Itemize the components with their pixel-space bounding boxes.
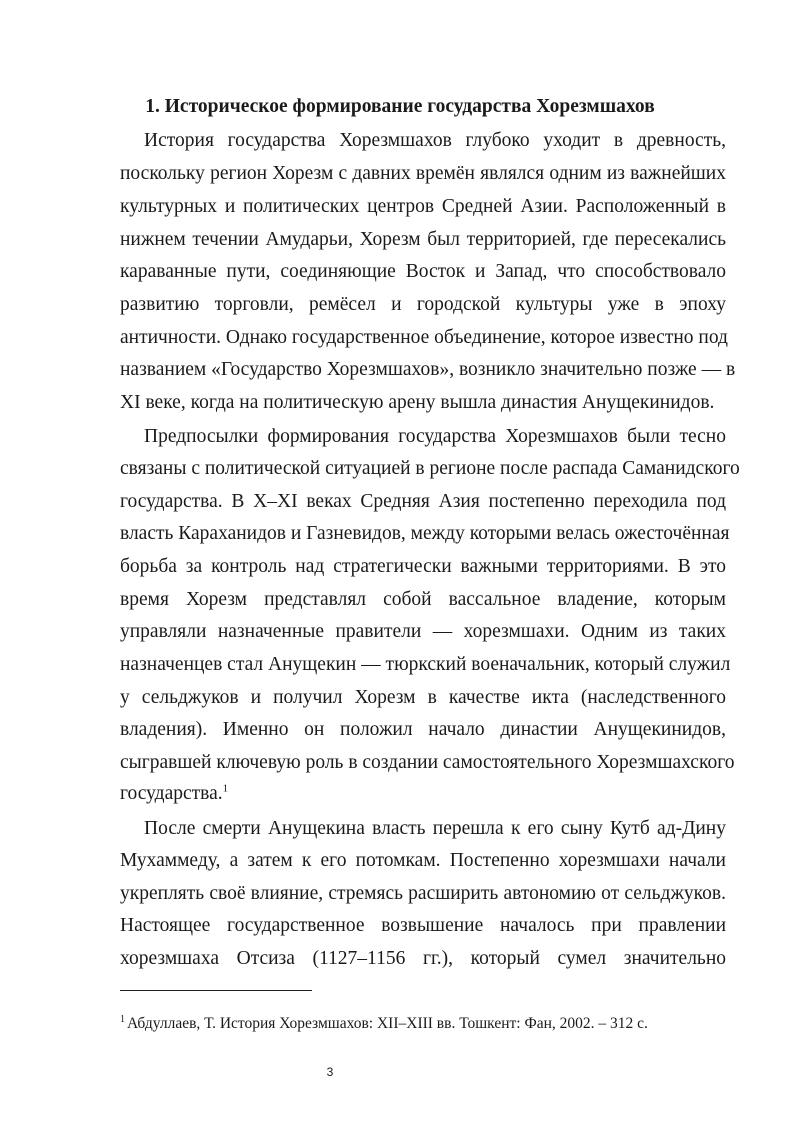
paragraph-3-line-5: хорезмшаха Отсиза (1127–1156 гг.), который сумел значительно <box>120 948 726 969</box>
paragraph-2-line-8: назначенцев стал Анущекин — тюркский военачальник, который служил <box>120 654 731 675</box>
paragraph-1-line-7: античности. Однако государственное объединение, которое известно под <box>120 327 728 348</box>
paragraph-1-line-9: XI веке, когда на политическую арену вышла династия Анущекинидов. <box>120 392 715 413</box>
page-number: 3 <box>326 1065 334 1079</box>
paragraph-1-line-3: культурных и политических центров Средней Азии. Расположенный в <box>120 196 726 217</box>
paragraph-2-line-9: у сельджуков и получил Хорезм в качестве икта (наследственного <box>120 687 726 708</box>
paragraph-1-line-6: развитию торговли, ремёсел и городской культуры уже в эпоху <box>120 294 726 315</box>
paragraph-3-line-2: Мухаммеду, а затем к его потомкам. Постепенно хорезмшахи начали <box>120 850 726 871</box>
footnote-1 <box>120 1014 648 1034</box>
paragraph-2-line-3: государства. В X–XI веках Средняя Азия постепенно переходила под <box>120 491 726 512</box>
paragraph-3-line-3: укреплять своё влияние, стремясь расширить автономию от сельджуков. <box>120 883 726 904</box>
paragraph-2-line-6: время Хорезм представлял собой вассальное владение, которым <box>120 589 726 610</box>
paragraph-3-line-1: После смерти Анущекина власть перешла к его сыну Кутб ад-Дину <box>144 818 726 839</box>
footnote-number: 1 <box>120 1013 125 1025</box>
footnote-separator <box>120 990 312 991</box>
section-heading: 1. Историческое формирование государства Хорезмшахов <box>145 96 655 117</box>
paragraph-2-line-12-text: государства. <box>120 783 223 804</box>
paragraph-1-line-8: названием «Государство Хорезмшахов», возникло значительно позже — в <box>120 359 736 380</box>
paragraph-2-line-11: сыгравшей ключевую роль в создании самостоятельного Хорезмшахского <box>120 752 735 773</box>
paragraph-2-line-2: связаны с политической ситуацией в регионе после распада Саманидского <box>120 458 740 479</box>
paragraph-2-line-12 <box>120 780 726 808</box>
paragraph-2-line-4: власть Караханидов и Газневидов, между которыми велась ожесточённая <box>120 523 730 544</box>
paragraph-1-line-4: нижнем течении Амударьи, Хорезм был территорией, где пересекались <box>120 229 726 250</box>
paragraph-1-line-1: История государства Хорезмшахов глубоко уходит в древность, <box>144 130 726 151</box>
paragraph-2-line-1: Предпосылки формирования государства Хорезмшахов были тесно <box>144 426 726 447</box>
paragraph-3-line-4: Настоящее государственное возвышение началось при правлении <box>120 915 726 936</box>
footnote-text: Абдуллаев, Т. История Хорезмшахов: XII–XIII вв. Тошкент: Фан, 2002. – 312 с. <box>127 1015 648 1032</box>
paragraph-2-line-5: борьба за контроль над стратегически важными территориями. В это <box>120 556 726 577</box>
paragraph-1-line-5: караванные пути, соединяющие Восток и Запад, что способствовало <box>120 261 726 282</box>
paragraph-1-line-2: поскольку регион Хорезм с давних времён являлся одним из важнейших <box>120 163 726 184</box>
paragraph-2-line-10: владения). Именно он положил начало династии Анущекинидов, <box>120 719 726 740</box>
footnote-reference-1[interactable]: 1 <box>222 782 229 795</box>
paragraph-2-line-7: управляли назначенные правители — хорезмшахи. Одним из таких <box>120 621 726 642</box>
